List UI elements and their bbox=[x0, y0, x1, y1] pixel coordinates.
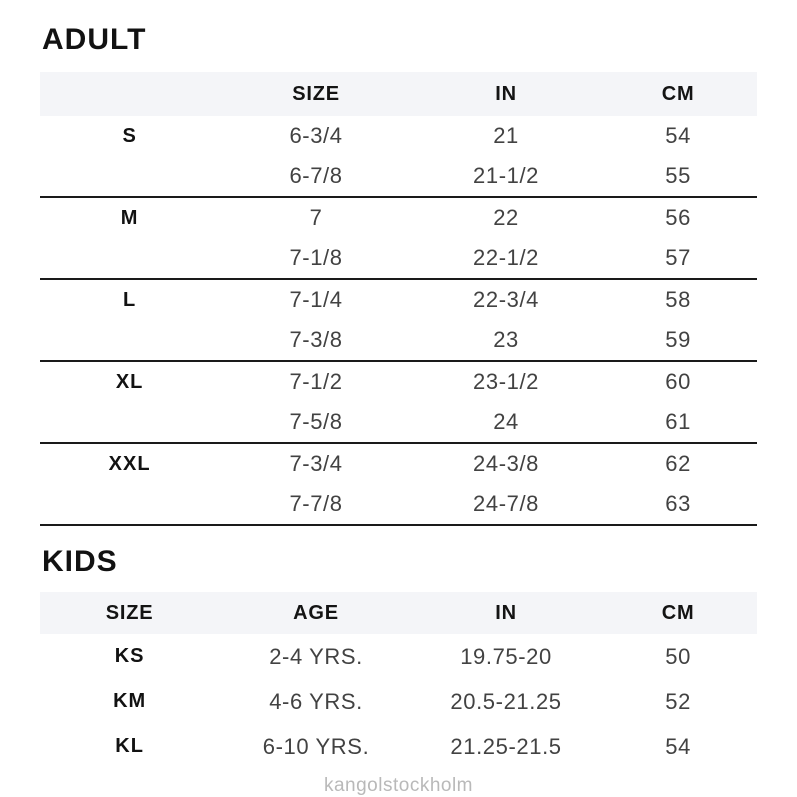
centimeters-cell: 56 bbox=[665, 205, 691, 230]
kid-size-cell: KM bbox=[113, 690, 147, 712]
hat-size-cell: 7-1/4 bbox=[289, 287, 343, 312]
hat-size-cell: 7-1/2 bbox=[289, 369, 343, 394]
kids-size-table bbox=[40, 592, 757, 769]
size-group-cell: L bbox=[123, 288, 137, 311]
inches-cell: 22 bbox=[493, 205, 519, 230]
table-row bbox=[40, 444, 757, 484]
table-row bbox=[40, 320, 757, 360]
inches-cell: 19.75-20 bbox=[460, 643, 552, 669]
hat-size-cell: 7-5/8 bbox=[289, 409, 343, 434]
hat-size-cell: 7 bbox=[309, 205, 323, 230]
kids-section-title: KIDS bbox=[42, 545, 118, 578]
size-group-cell: S bbox=[122, 124, 137, 147]
kids-table-header bbox=[40, 592, 757, 634]
table-row bbox=[40, 362, 757, 402]
site-watermark: kangolstockholm bbox=[323, 775, 474, 796]
centimeters-cell: 57 bbox=[665, 245, 691, 270]
centimeters-cell: 52 bbox=[665, 688, 691, 714]
adult-table-body bbox=[40, 116, 757, 526]
inches-cell: 21-1/2 bbox=[473, 163, 540, 188]
inches-cell: 20.5-21.25 bbox=[450, 688, 562, 714]
size-group-cell: XL bbox=[115, 370, 144, 393]
table-row bbox=[40, 484, 757, 524]
kids-header-size: SIZE bbox=[105, 601, 154, 624]
centimeters-cell: 59 bbox=[665, 327, 691, 352]
inches-cell: 21 bbox=[493, 123, 519, 148]
table-row bbox=[40, 280, 757, 320]
table-row bbox=[40, 238, 757, 278]
centimeters-cell: 54 bbox=[665, 123, 691, 148]
size-group-cell: M bbox=[120, 206, 139, 229]
adult-header-centimeters: CM bbox=[661, 82, 695, 105]
inches-cell: 21.25-21.5 bbox=[450, 733, 562, 759]
inches-cell: 22-1/2 bbox=[473, 245, 540, 270]
centimeters-cell: 60 bbox=[665, 369, 691, 394]
size-group-cell: XXL bbox=[108, 452, 151, 475]
hat-size-cell: 6-7/8 bbox=[289, 163, 343, 188]
adult-size-group bbox=[40, 444, 757, 526]
kid-size-cell: KS bbox=[114, 645, 145, 667]
table-row bbox=[40, 634, 757, 679]
table-row bbox=[40, 198, 757, 238]
table-row bbox=[40, 402, 757, 442]
table-row bbox=[40, 724, 757, 769]
hat-size-cell: 7-3/8 bbox=[289, 327, 343, 352]
adult-header-size: SIZE bbox=[292, 82, 340, 105]
inches-cell: 24 bbox=[493, 409, 519, 434]
adult-size-group bbox=[40, 362, 757, 444]
adult-size-table bbox=[40, 72, 757, 526]
kids-table-body bbox=[40, 634, 757, 769]
hat-size-cell: 7-3/4 bbox=[289, 451, 343, 476]
centimeters-cell: 63 bbox=[665, 491, 691, 516]
inches-cell: 23 bbox=[493, 327, 519, 352]
table-row bbox=[40, 156, 757, 196]
adult-header-inches: IN bbox=[495, 82, 517, 105]
hat-size-cell: 7-7/8 bbox=[289, 491, 343, 516]
centimeters-cell: 50 bbox=[665, 643, 691, 669]
adult-size-group bbox=[40, 116, 757, 198]
adult-size-group bbox=[40, 280, 757, 362]
hat-size-cell: 7-1/8 bbox=[289, 245, 343, 270]
inches-cell: 24-3/8 bbox=[473, 451, 540, 476]
inches-cell: 24-7/8 bbox=[473, 491, 540, 516]
adult-table-header bbox=[40, 72, 757, 116]
adult-size-group bbox=[40, 198, 757, 280]
centimeters-cell: 54 bbox=[665, 733, 691, 759]
adult-section-title: ADULT bbox=[42, 23, 147, 56]
centimeters-cell: 61 bbox=[665, 409, 691, 434]
centimeters-cell: 58 bbox=[665, 287, 691, 312]
kids-header-centimeters: CM bbox=[661, 601, 695, 624]
centimeters-cell: 55 bbox=[665, 163, 691, 188]
kids-header-inches: IN bbox=[495, 601, 517, 624]
table-row bbox=[40, 116, 757, 156]
kids-header-age: AGE bbox=[293, 601, 339, 624]
inches-cell: 22-3/4 bbox=[473, 287, 540, 312]
table-row bbox=[40, 679, 757, 724]
age-cell: 2-4 YRS. bbox=[269, 643, 363, 669]
centimeters-cell: 62 bbox=[665, 451, 691, 476]
age-cell: 4-6 YRS. bbox=[269, 688, 363, 714]
inches-cell: 23-1/2 bbox=[473, 369, 540, 394]
hat-size-cell: 6-3/4 bbox=[289, 123, 343, 148]
age-cell: 6-10 YRS. bbox=[262, 733, 370, 759]
kid-size-cell: KL bbox=[115, 735, 144, 757]
